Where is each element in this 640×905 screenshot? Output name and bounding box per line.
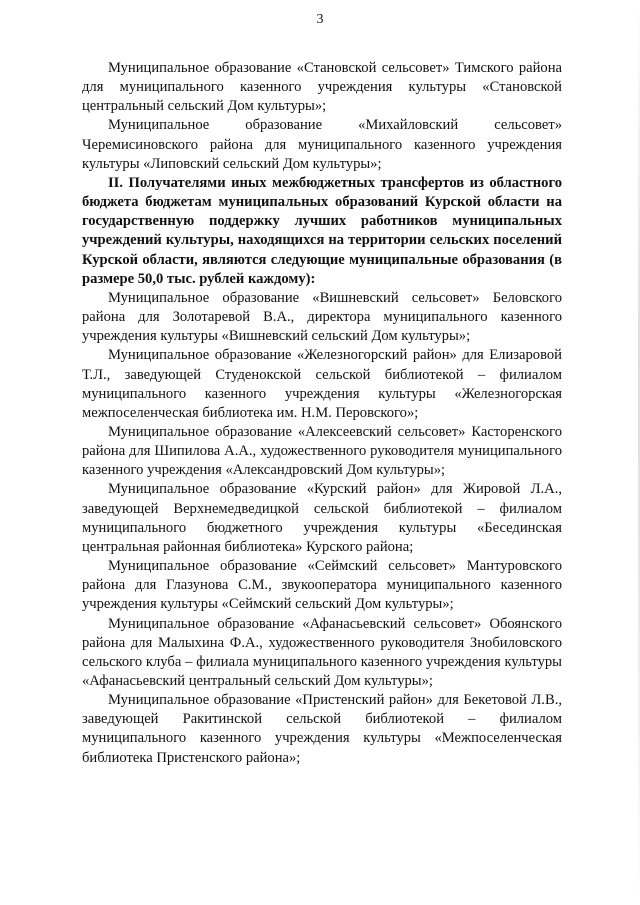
paragraph-alekseevsky: Муниципальное образование «Алексеевский сельсовет» Касторенского района для Шипилова А.А., художественного руководителя муниципального казенного учреждения «Александровский Дом культуры»; <box>82 423 562 479</box>
paragraph-vishnevsky: Муниципальное образование «Вишневский сельсовет» Беловского района для Золотаревой В.А., директора муниципального казенного учреждения культуры «Вишневский сельский Дом культуры»; <box>82 289 562 345</box>
paragraph-zheleznogorsky: Муниципальное образование «Железногорский район» для Елизаровой Т.Л., заведующей Студенокской сельской библиотекой – филиалом муниципального казенного учреждения культуры «Железногорская межпоселенческая библиотека им. Н.М. Перовского»; <box>82 347 562 421</box>
document-body <box>82 59 562 768</box>
paragraph-kursky: Муниципальное образование «Курский район» для Жировой Л.А., заведующей Верхнемедведицкой сельской библиотекой – филиалом муниципального бюджетного учреждения культуры «Бесединская центральная районная библиотека» Курского района; <box>82 481 562 555</box>
paragraph-mikhaylovsky: Муниципальное образование «Михайловский сельсовет» Черемисиновского района для муниципального казенного учреждения культуры «Липовский сельский Дом культуры»; <box>82 117 562 172</box>
paragraph-seymsky: Муниципальное образование «Сеймский сельсовет» Мантуровского района для Глазунова С.М., звукооператора муниципального казенного учреждения культуры «Сеймский сельский Дом культуры»; <box>82 558 562 613</box>
paragraph-afanasevsky: Муниципальное образование «Афанасьевский сельсовет» Обоянского района для Малыхина Ф.А., художественного руководителя Знобиловского сельского клуба – филиала муниципального казенного учреждения культуры «Афанасьевский центральный сельский Дом культуры»; <box>82 615 562 689</box>
page-number: 3 <box>316 12 324 27</box>
paragraph-pristensky: Муниципальное образование «Пристенский район» для Бекетовой Л.В., заведующей Ракитинской сельской библиотекой – филиалом муниципального казенного учреждения культуры «Межпоселенческая библиотека Пристенского района»; <box>82 692 562 766</box>
section-ii-heading: II. Получателями иных межбюджетных трансфертов из областного бюджета бюджетам муниципальных образований Курской области на государственную поддержку лучших работников муниципальных учреждений культуры, находящихся на территории сельских поселений Курской области, являются следующие муниципальные образования (в размере 50,0 тыс. рублей каждому): <box>82 174 562 287</box>
paragraph-stanovskoy: Муниципальное образование «Становской сельсовет» Тимского района для муниципального казенного учреждения культуры «Становской центральный сельский Дом культуры»; <box>82 60 562 115</box>
